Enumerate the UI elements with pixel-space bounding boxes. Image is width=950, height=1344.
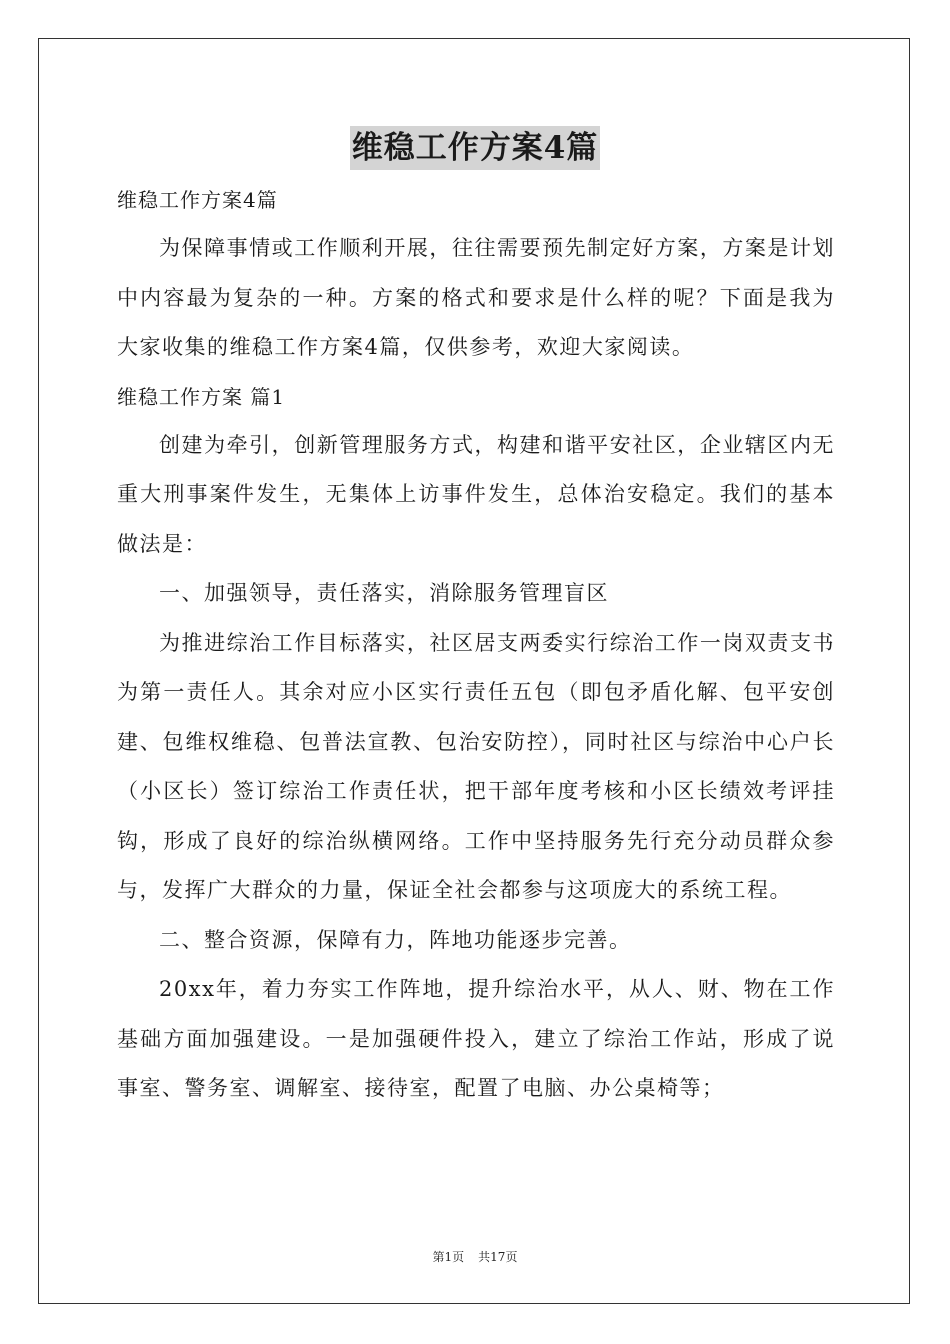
document-subtitle: 维稳工作方案4篇: [117, 188, 278, 212]
document-title: 维稳工作方案4篇: [350, 126, 601, 170]
subheading-paragraph: 一、加强领导，责任落实，消除服务管理盲区: [159, 581, 609, 605]
body-paragraph: 20xx年，着力夯实工作阵地，提升综治水平，从人、财、物在工作基础方面加强建设。一是加强硬件投入，建立了综治工作站，形成了说事室、警务室、调解室、接待室，配置了电脑、办公桌椅等；: [117, 977, 835, 1100]
page-footer: [0, 1248, 950, 1265]
title-container: [0, 126, 950, 170]
intro-paragraph: 为保障事情或工作顺利开展，往往需要预先制定好方案，方案是计划中内容最为复杂的一种。方案的格式和要求是什么样的呢？下面是我为大家收集的维稳工作方案4篇，仅供参考，欢迎大家阅读。: [117, 236, 835, 359]
page-number: 第1页: [432, 1250, 465, 1264]
subheading-paragraph: 二、整合资源，保障有力，阵地功能逐步完善。: [159, 927, 632, 952]
document-body: [117, 176, 835, 1114]
section-heading: 维稳工作方案 篇1: [117, 384, 286, 409]
page-total: 共17页: [478, 1250, 518, 1264]
body-paragraph: 为推进综治工作目标落实，社区居支两委实行综治工作一岗双责支书为第一责任人。其余对应小区实行责任五包（即包矛盾化解、包平安创建、包维权维稳、包普法宣教、包治安防控），同时社区与综治中心户长（小区长）签订综治工作责任状，把干部年度考核和小区长绩效考评挂钩，形成了良好的综治纵横网络。工作中坚持服务先行充分动员群众参与，发挥广大群众的力量，保证全社会都参与这项庞大的系统工程。: [117, 630, 835, 902]
body-paragraph: 创建为牵引，创新管理服务方式，构建和谐平安社区，企业辖区内无重大刑事案件发生，无集体上访事件发生，总体治安稳定。我们的基本做法是：: [117, 432, 835, 556]
